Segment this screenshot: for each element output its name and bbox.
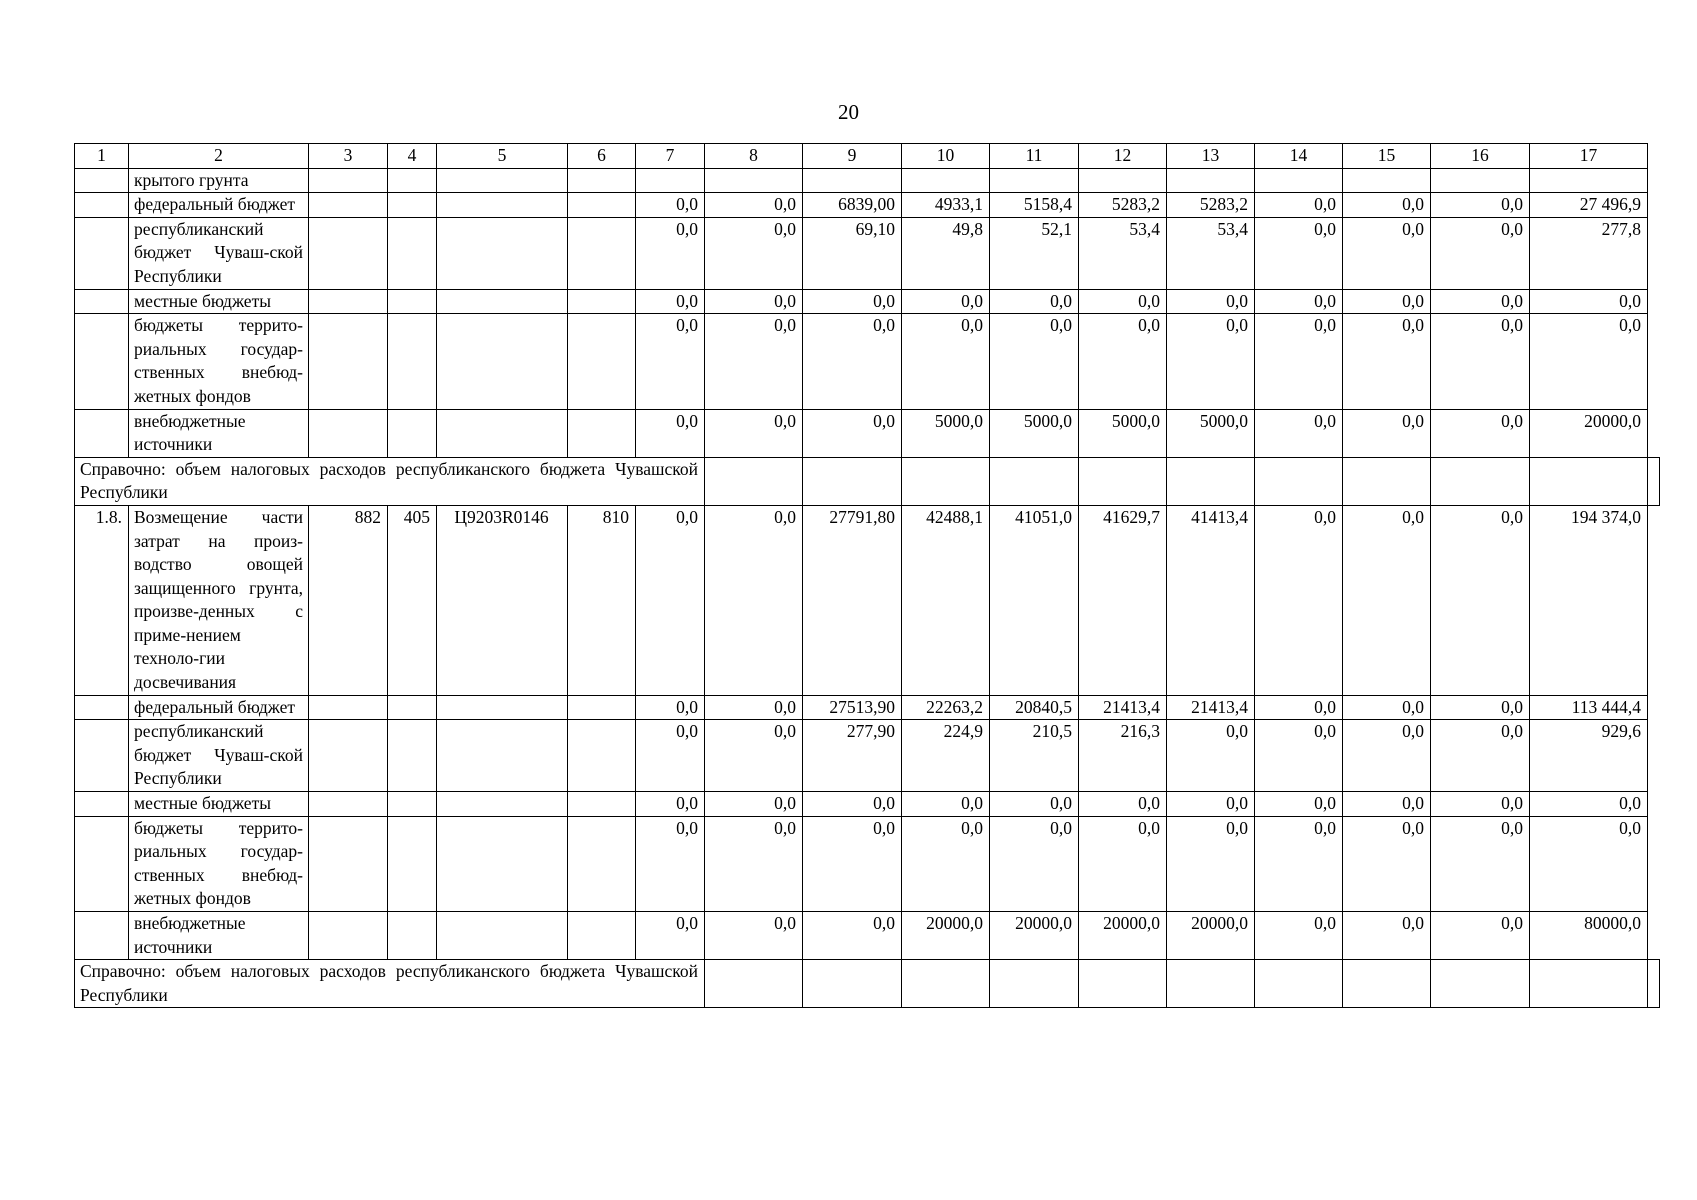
table-cell: 0,0	[1167, 289, 1255, 314]
table-cell: 0,0	[1255, 193, 1343, 218]
table-cell	[388, 912, 437, 960]
table-row	[75, 314, 1660, 409]
table-cell: 1.8.	[75, 505, 129, 695]
table-cell: 810	[568, 505, 636, 695]
table-cell	[437, 695, 568, 720]
table-cell: 20000,0	[1530, 409, 1648, 457]
table-cell	[75, 409, 129, 457]
table-cell	[75, 289, 129, 314]
table-cell	[437, 816, 568, 911]
table-cell: 0,0	[1255, 505, 1343, 695]
row-label: внебюджетные источники	[129, 912, 309, 960]
table-cell: 0,0	[705, 314, 803, 409]
table-cell: 194 374,0	[1530, 505, 1648, 695]
table-cell: 0,0	[1530, 816, 1648, 911]
table-row	[75, 792, 1660, 817]
table-cell: 0,0	[1167, 720, 1255, 792]
table-cell: 0,0	[902, 792, 990, 817]
table-cell	[309, 289, 388, 314]
column-header: 10	[902, 144, 990, 169]
table-cell	[1343, 457, 1431, 505]
table-cell: 0,0	[902, 816, 990, 911]
table-cell	[1167, 168, 1255, 193]
table-cell: 0,0	[705, 505, 803, 695]
reference-note: Справочно: объем налоговых расходов республиканского бюджета Чувашской Республики	[75, 457, 705, 505]
table-cell	[1079, 457, 1167, 505]
table-cell: 27791,80	[803, 505, 902, 695]
table-cell	[1431, 457, 1530, 505]
table-cell: 22263,2	[902, 695, 990, 720]
table-cell: 0,0	[902, 289, 990, 314]
table-cell: 42488,1	[902, 505, 990, 695]
table-cell: 5000,0	[1167, 409, 1255, 457]
table-cell: 0,0	[705, 816, 803, 911]
table-cell: 41051,0	[990, 505, 1079, 695]
table-cell	[75, 792, 129, 817]
table-cell	[388, 720, 437, 792]
table-cell: 0,0	[803, 314, 902, 409]
table-cell: 27513,90	[803, 695, 902, 720]
table-cell: 0,0	[1431, 193, 1530, 218]
table-cell: 0,0	[1431, 720, 1530, 792]
table-cell	[437, 912, 568, 960]
table-cell: 5158,4	[990, 193, 1079, 218]
table-cell: 0,0	[990, 289, 1079, 314]
column-header: 8	[705, 144, 803, 169]
table-cell: 53,4	[1079, 217, 1167, 289]
table-cell: 27 496,9	[1530, 193, 1648, 218]
table-cell	[309, 314, 388, 409]
table-cell	[568, 289, 636, 314]
table-cell: 20840,5	[990, 695, 1079, 720]
row-label: Возмещение части затрат на произ-водство овощей защищенного грунта, произве-денных с приме-нением техноло-гии досвечивания	[129, 505, 309, 695]
table-row	[75, 289, 1660, 314]
table-cell: 0,0	[1530, 289, 1648, 314]
table-cell: 0,0	[705, 409, 803, 457]
page-number: 20	[838, 100, 859, 124]
table-cell: 0,0	[1343, 217, 1431, 289]
table-cell: 0,0	[803, 816, 902, 911]
column-header: 17	[1530, 144, 1648, 169]
table-header-row	[75, 144, 1660, 169]
table-cell: 0,0	[636, 695, 705, 720]
column-header: 6	[568, 144, 636, 169]
table-cell: 0,0	[1431, 695, 1530, 720]
table-cell: 0,0	[1255, 314, 1343, 409]
table-cell: 0,0	[1255, 695, 1343, 720]
table-cell	[568, 912, 636, 960]
table-cell	[568, 792, 636, 817]
table-cell	[902, 457, 990, 505]
row-label: внебюджетные источники	[129, 409, 309, 457]
table-row	[75, 193, 1660, 218]
table-cell: 0,0	[705, 912, 803, 960]
table-cell	[1431, 960, 1530, 1008]
column-header: 15	[1343, 144, 1431, 169]
table-cell	[990, 457, 1079, 505]
budget-table	[74, 143, 1660, 1008]
table-cell: 0,0	[1431, 816, 1530, 911]
table-cell	[1167, 457, 1255, 505]
table-cell: 0,0	[705, 217, 803, 289]
table-cell	[437, 314, 568, 409]
table-cell: 4933,1	[902, 193, 990, 218]
table-cell: 0,0	[636, 193, 705, 218]
table-cell	[388, 217, 437, 289]
row-label: республиканский бюджет Чуваш-ской Республики	[129, 217, 309, 289]
table-cell: 41629,7	[1079, 505, 1167, 695]
table-cell	[1530, 960, 1648, 1008]
table-cell: 0,0	[803, 792, 902, 817]
table-cell: 0,0	[636, 217, 705, 289]
table-cell	[437, 217, 568, 289]
table-cell	[388, 314, 437, 409]
table-cell: 0,0	[1167, 792, 1255, 817]
table-cell: 0,0	[803, 289, 902, 314]
table-cell: 21413,4	[1167, 695, 1255, 720]
table-cell	[1255, 457, 1343, 505]
table-cell	[309, 695, 388, 720]
row-label: бюджеты террито-риальных государ-ственных внебюд-жетных фондов	[129, 816, 309, 911]
table-cell	[75, 912, 129, 960]
table-cell: 0,0	[1255, 289, 1343, 314]
table-cell	[990, 960, 1079, 1008]
table-cell: 20000,0	[902, 912, 990, 960]
table-cell	[388, 409, 437, 457]
column-header: 14	[1255, 144, 1343, 169]
table-cell: 21413,4	[1079, 695, 1167, 720]
table-cell	[1431, 168, 1530, 193]
column-header: 13	[1167, 144, 1255, 169]
table-cell: 0,0	[705, 720, 803, 792]
table-cell: 0,0	[1255, 720, 1343, 792]
column-header: 9	[803, 144, 902, 169]
table-cell	[1167, 960, 1255, 1008]
table-row	[75, 720, 1660, 792]
table-cell: 0,0	[1255, 217, 1343, 289]
table-cell	[437, 720, 568, 792]
table-cell: 0,0	[705, 289, 803, 314]
table-cell	[568, 695, 636, 720]
table-cell	[75, 720, 129, 792]
table-cell	[902, 960, 990, 1008]
table-cell: 113 444,4	[1530, 695, 1648, 720]
table-row	[75, 217, 1660, 289]
table-cell: 0,0	[1255, 912, 1343, 960]
table-cell	[1255, 960, 1343, 1008]
table-cell	[309, 409, 388, 457]
table-cell: 0,0	[1431, 289, 1530, 314]
table-cell: 0,0	[636, 409, 705, 457]
table-cell: 0,0	[1343, 193, 1431, 218]
table-cell	[388, 168, 437, 193]
table-cell: 0,0	[1431, 792, 1530, 817]
table-cell	[1079, 960, 1167, 1008]
table-cell: 929,6	[1530, 720, 1648, 792]
table-cell	[568, 217, 636, 289]
table-cell	[1648, 457, 1660, 505]
table-cell: 0,0	[1343, 505, 1431, 695]
reference-note: Справочно: объем налоговых расходов республиканского бюджета Чувашской Республики	[75, 960, 705, 1008]
table-cell	[75, 816, 129, 911]
table-cell	[568, 720, 636, 792]
table-cell: 0,0	[1530, 792, 1648, 817]
table-cell: 0,0	[1079, 792, 1167, 817]
table-cell: 20000,0	[990, 912, 1079, 960]
row-label: бюджеты террито-риальных государ-ственных внебюд-жетных фондов	[129, 314, 309, 409]
table-cell	[705, 168, 803, 193]
table-cell: 0,0	[1255, 792, 1343, 817]
table-cell	[388, 695, 437, 720]
table-cell: 49,8	[902, 217, 990, 289]
table-cell: 210,5	[990, 720, 1079, 792]
table-cell: 277,8	[1530, 217, 1648, 289]
table-cell: 0,0	[1530, 314, 1648, 409]
table-cell: 0,0	[990, 816, 1079, 911]
column-header: 16	[1431, 144, 1530, 169]
table-cell: 0,0	[636, 816, 705, 911]
table-cell	[1343, 168, 1431, 193]
table-cell	[309, 912, 388, 960]
row-label: федеральный бюджет	[129, 193, 309, 218]
table-cell: 0,0	[1431, 912, 1530, 960]
table-cell: 0,0	[636, 289, 705, 314]
table-cell	[309, 792, 388, 817]
table-cell: 20000,0	[1079, 912, 1167, 960]
table-cell	[388, 193, 437, 218]
table-cell: 0,0	[1431, 505, 1530, 695]
table-cell	[437, 409, 568, 457]
table-cell	[636, 168, 705, 193]
table-cell: 0,0	[1431, 217, 1530, 289]
table-cell: 0,0	[1431, 314, 1530, 409]
table-cell: 6839,00	[803, 193, 902, 218]
table-cell	[309, 217, 388, 289]
table-cell	[75, 193, 129, 218]
table-cell	[388, 792, 437, 817]
row-label: местные бюджеты	[129, 792, 309, 817]
table-cell: 5000,0	[1079, 409, 1167, 457]
table-cell: Ц9203R0146	[437, 505, 568, 695]
table-cell: 0,0	[636, 720, 705, 792]
table-row	[75, 409, 1660, 457]
table-cell: 0,0	[1167, 816, 1255, 911]
table-cell: 0,0	[1079, 289, 1167, 314]
column-header: 11	[990, 144, 1079, 169]
table-cell	[1530, 457, 1648, 505]
table-cell	[75, 217, 129, 289]
table-cell: 224,9	[902, 720, 990, 792]
table-cell	[309, 168, 388, 193]
table-cell	[309, 816, 388, 911]
table-row	[75, 816, 1660, 911]
table-cell: 0,0	[1343, 912, 1431, 960]
table-cell: 0,0	[636, 792, 705, 817]
table-row	[75, 695, 1660, 720]
table-cell	[75, 314, 129, 409]
table-cell: 80000,0	[1530, 912, 1648, 960]
column-header: 12	[1079, 144, 1167, 169]
table-cell: 0,0	[1167, 314, 1255, 409]
table-cell: 41413,4	[1167, 505, 1255, 695]
table-cell: 20000,0	[1167, 912, 1255, 960]
table-row	[75, 912, 1660, 960]
table-cell: 0,0	[1343, 816, 1431, 911]
table-row	[75, 168, 1660, 193]
table-cell	[568, 168, 636, 193]
table-cell	[437, 792, 568, 817]
table-cell: 0,0	[705, 193, 803, 218]
table-cell: 0,0	[636, 912, 705, 960]
table-cell: 882	[309, 505, 388, 695]
table-cell	[437, 289, 568, 314]
table-cell	[1255, 168, 1343, 193]
table-cell	[568, 816, 636, 911]
column-header: 7	[636, 144, 705, 169]
table-cell	[388, 289, 437, 314]
table-cell: 0,0	[636, 505, 705, 695]
table-cell	[568, 314, 636, 409]
table-cell: 52,1	[990, 217, 1079, 289]
table-cell	[803, 168, 902, 193]
table-cell: 0,0	[1255, 816, 1343, 911]
row-label: федеральный бюджет	[129, 695, 309, 720]
table-cell: 277,90	[803, 720, 902, 792]
table-cell	[803, 457, 902, 505]
table-cell: 53,4	[1167, 217, 1255, 289]
row-label: республиканский бюджет Чуваш-ской Республики	[129, 720, 309, 792]
table-cell: 0,0	[705, 792, 803, 817]
table-cell	[1079, 168, 1167, 193]
table-cell: 0,0	[902, 314, 990, 409]
table-cell: 0,0	[1343, 792, 1431, 817]
table-cell: 0,0	[1255, 409, 1343, 457]
table-cell: 5000,0	[990, 409, 1079, 457]
table-cell	[1648, 960, 1660, 1008]
table-cell	[75, 695, 129, 720]
table-cell: 0,0	[803, 912, 902, 960]
table-cell: 0,0	[1431, 409, 1530, 457]
column-header: 1	[75, 144, 129, 169]
table-cell: 0,0	[990, 792, 1079, 817]
table-cell: 216,3	[1079, 720, 1167, 792]
table-cell	[568, 193, 636, 218]
table-cell: 0,0	[990, 314, 1079, 409]
table-cell	[309, 193, 388, 218]
table-cell: 405	[388, 505, 437, 695]
table-cell: 0,0	[1343, 409, 1431, 457]
table-cell	[803, 960, 902, 1008]
table-cell: 0,0	[1343, 695, 1431, 720]
table-cell	[75, 168, 129, 193]
table-cell: 0,0	[1079, 816, 1167, 911]
table-cell	[1530, 168, 1648, 193]
column-header: 3	[309, 144, 388, 169]
table-cell: 5000,0	[902, 409, 990, 457]
table-cell	[990, 168, 1079, 193]
table-cell: 0,0	[1343, 314, 1431, 409]
table-cell	[705, 457, 803, 505]
row-label: крытого грунта	[129, 168, 309, 193]
table-cell	[309, 720, 388, 792]
table-cell	[437, 168, 568, 193]
table-row	[75, 505, 1660, 695]
column-header: 4	[388, 144, 437, 169]
reference-note-row	[75, 457, 1660, 505]
table-cell	[1343, 960, 1431, 1008]
table-cell	[388, 816, 437, 911]
table-cell	[437, 193, 568, 218]
table-cell: 5283,2	[1079, 193, 1167, 218]
table-cell: 0,0	[803, 409, 902, 457]
table-cell: 5283,2	[1167, 193, 1255, 218]
row-label: местные бюджеты	[129, 289, 309, 314]
table-cell	[902, 168, 990, 193]
table-cell	[705, 960, 803, 1008]
table-cell: 69,10	[803, 217, 902, 289]
reference-note-row	[75, 960, 1660, 1008]
table-cell: 0,0	[705, 695, 803, 720]
table-cell: 0,0	[636, 314, 705, 409]
table-cell: 0,0	[1079, 314, 1167, 409]
column-header: 2	[129, 144, 309, 169]
table-cell: 0,0	[1343, 720, 1431, 792]
table-cell: 0,0	[1343, 289, 1431, 314]
table-cell	[568, 409, 636, 457]
column-header: 5	[437, 144, 568, 169]
